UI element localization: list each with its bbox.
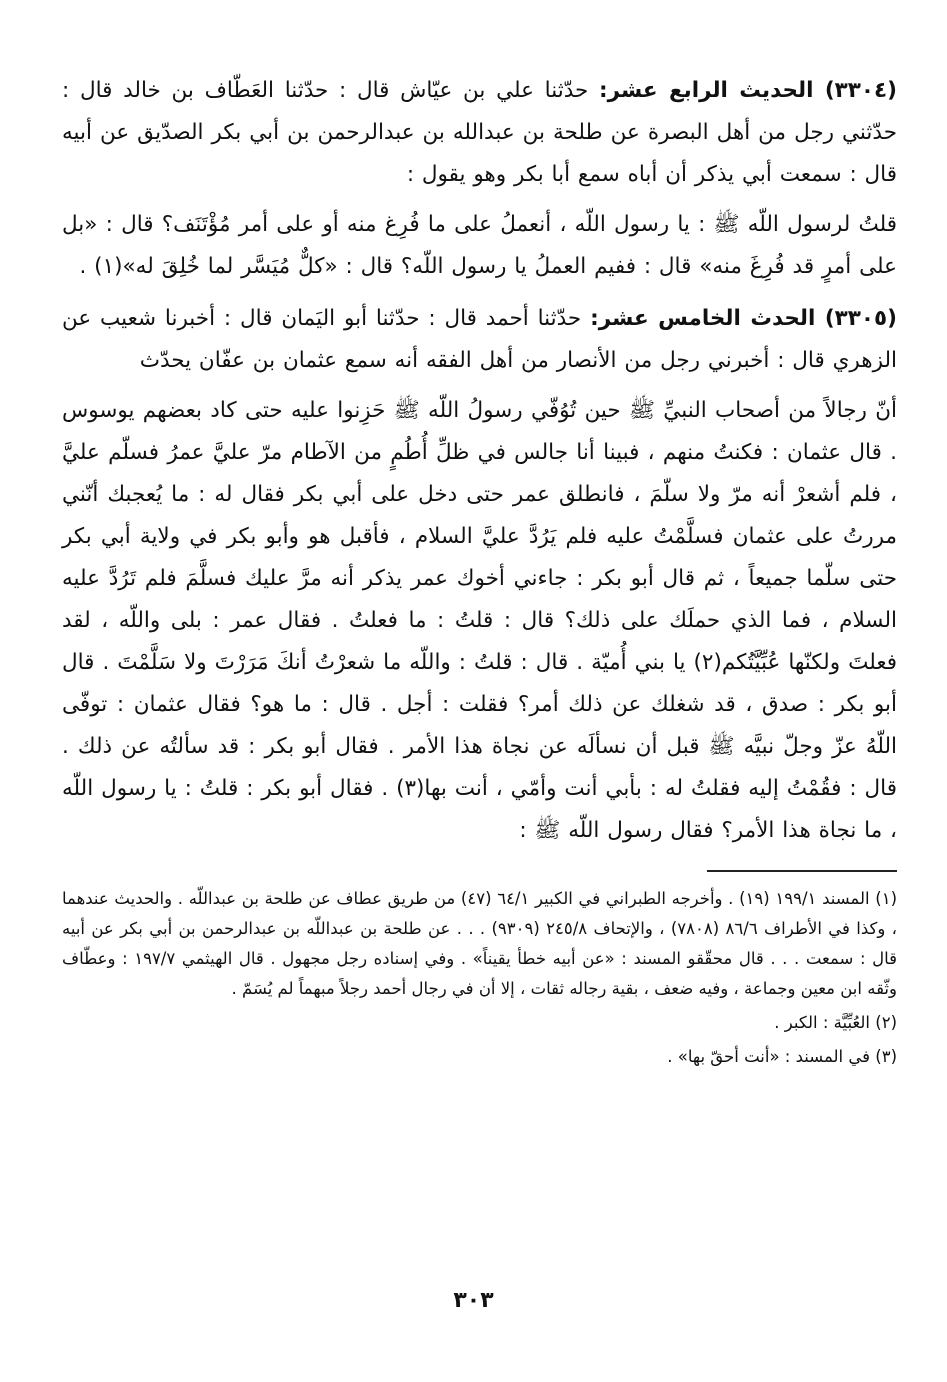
footnote-1: (١) المسند ١٩٩/١ (١٩) . وأخرجه الطبراني في الكبير ٦٤/١ (٤٧) من طريق عطاف عن طلحة بن عبداللّه . والحديث عندهما ، وكذا في الأطراف ٨٦/٦ (٧٨٠٨) ، والإتحاف ٢٤٥/٨ (٩٣٠٩) . . . عن طلحة بن عبداللّه بن عبدالرحمن بن أبي بكر عن أبيه قال : سمعت . . . قال محقّقو المسند : «عن أبيه خطأ يقيناً» . وفي إسناده رجل مجهول . قال الهيثمي ١٩٧/٧ : وعطّاف وثّقه ابن معين وجماعة ، وفيه ضعف ، بقية رجاله ثقات ، إلا أن في رجال أحمد رجلاً مبهماً لم يُسَمّ . [62, 889, 898, 998]
footnotes [62, 884, 897, 1072]
footnote-3: (٣) في المسند : «أنت أحقّ بها» . [667, 1047, 897, 1066]
hadith-3305-heading: (٣٣٠٥) الحدث الخامس عشر: [590, 306, 897, 331]
hadith-3304-paragraph [62, 70, 897, 196]
hadith-3304-isnad: حدّثنا علي بن عيّاش قال : حدّثنا العَطّاف بن خالد قال : حدّثني رجل من أهل البصرة عن طلحة بن عبدالله بن عبدالرحمن بن أبي بكر الصدّيق عن أبيه قال : سمعت أبي يذكر أن أباه سمع أبا بكر وهو يقول : [62, 78, 897, 187]
page-body [62, 70, 897, 1072]
hadith-3304-matn: قلتُ لرسول اللّه ﷺ : يا رسول اللّه ، أنعملُ على ما فُرِغ منه أو على أمر مُؤْتَنَف؟ قال : «بل على أمرٍ قد فُرِغَ منه» قال : ففيم العملُ يا رسول اللّه؟ قال : «كلٌّ مُيَسَّر لما خُلِقَ له»(١) . [62, 212, 897, 279]
hadith-3305-isnad: حدّثنا أحمد قال : حدّثنا أبو اليَمان قال : أخبرنا شعيب عن الزهري قال : أخبرني رجل من الأنصار من أهل الفقه أنه سمع عثمان بن عفّان يحدّث [62, 306, 897, 373]
hadith-3305-matn: أنّ رجالاً من أصحاب النبيِّ ﷺ حين تُوُفّي رسولُ اللّه ﷺ حَزِنوا عليه حتى كاد بعضهم يوسوس . قال عثمان : فكنتُ منهم ، فبينا أنا جالس في ظلِّ أُطُمٍ من الآطام مرّ عليَّ عمرُ فسلّم عليَّ ، فلم أشعرْ أنه مرّ ولا سلّمَ ، فانطلق عمر حتى دخل على أبي بكر فقال له : ما يُعجبك أنّني مررتُ على عثمان فسلَّمْتُ عليه فلم يَرُدَّ عليَّ السلام ، فأقبل هو وأبو بكر في ولاية أبي بكر حتى سلّما جميعاً ، ثم قال أبو بكر : جاءني أخوك عمر يذكر أنه مرَّ عليك فسلَّمَ فلم تَرُدَّ عليه السلام ، فما الذي حملَك على ذلك؟ قال : قلتُ : ما فعلتُ . فقال عمر : بلى واللّه ، لقد فعلتَ ولكنّها عُبِّيَّتُكم(٢) يا بني أُميّة . قال : قلتُ : واللّه ما شعرْتُ أنكَ مَرَرْتَ ولا سَلَّمْتَ . قال أبو بكر : صدق ، قد شغلك عن ذلك أمر؟ فقلت : أجل . قال : ما هو؟ فقال عثمان : توفّى اللّهُ عزّ وجلّ نبيَّه ﷺ قبل أن نسألَه عن نجاة هذا الأمر . فقال أبو بكر : قد سألتُه عن ذلك . قال : فقُمْتُ إليه فقلتُ له : بأبي أنت وأمّي ، أنت بها(٣) . فقال أبو بكر : قلتُ : يا رسول اللّه ، ما نجاة هذا الأمر؟ فقال رسول اللّه ﷺ : [62, 398, 897, 843]
page-number: ٣٠٣ [453, 1288, 494, 1313]
footnote-divider [707, 870, 897, 872]
footnote-2: (٢) العُبِّيَّة : الكبر . [774, 1013, 897, 1032]
hadith-3305-paragraph [62, 298, 897, 382]
hadith-3304-heading: (٣٣٠٤) الحديث الرابع عشر: [599, 78, 897, 103]
